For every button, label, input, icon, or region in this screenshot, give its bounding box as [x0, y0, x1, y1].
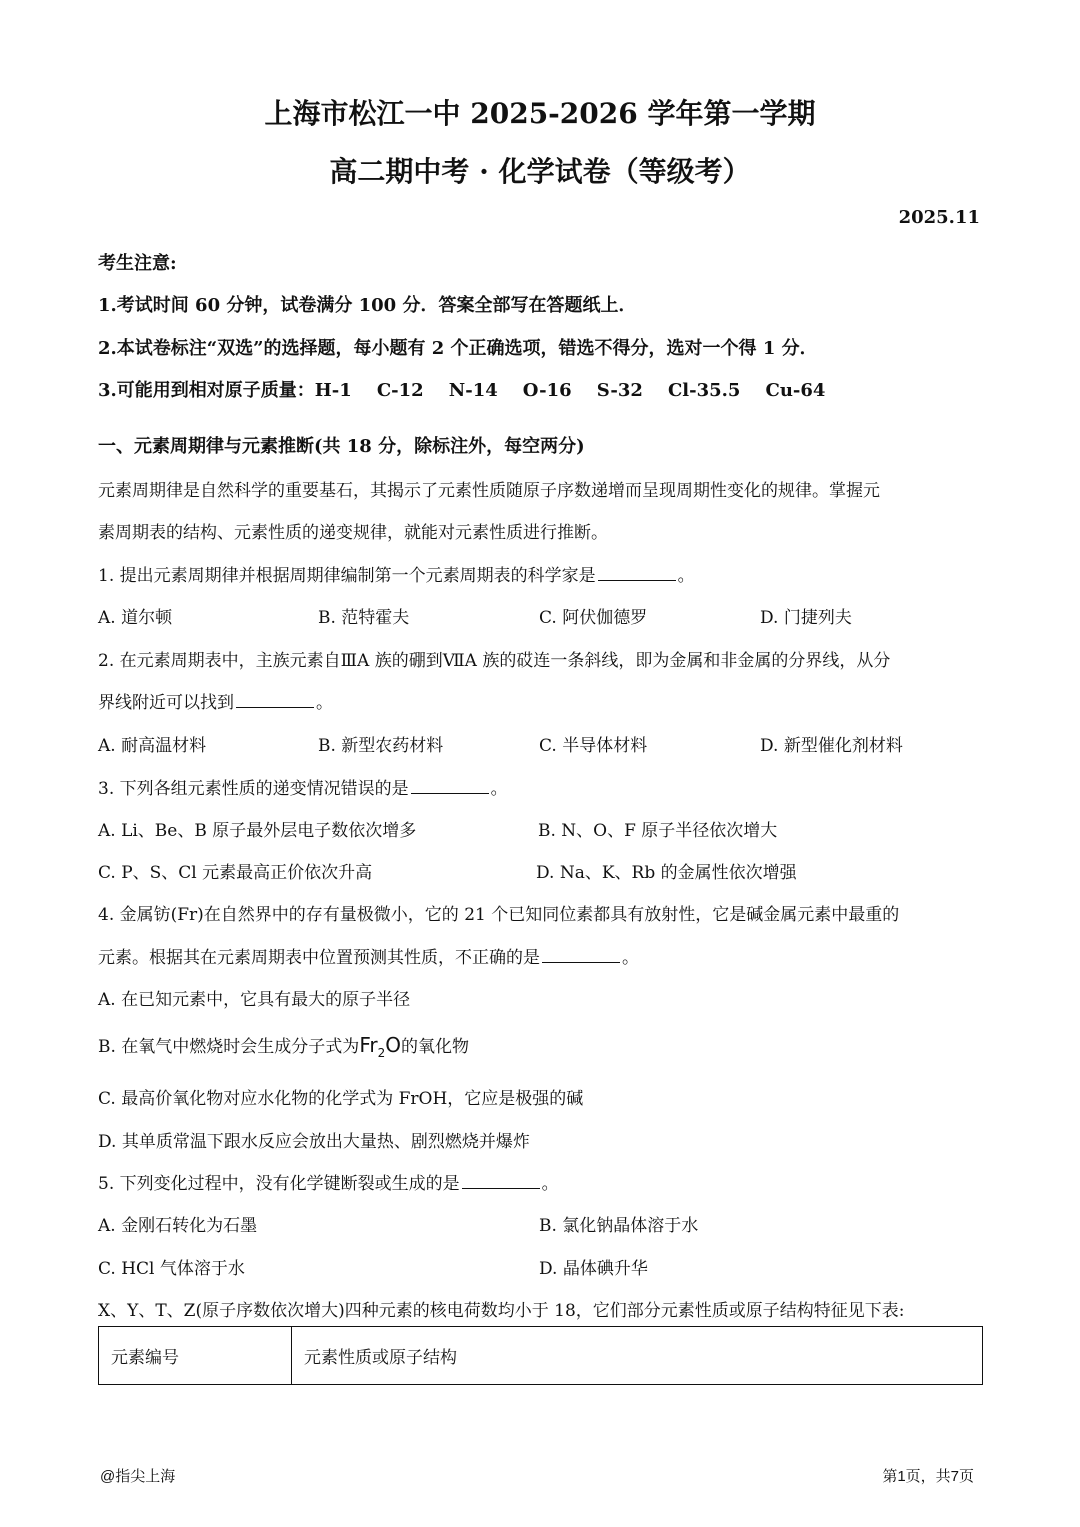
question-1-option: D. 门捷列夫 [760, 608, 852, 628]
notice-item: 1.考试时间 60 分钟，试卷满分 100 分．答案全部写在答题纸上． [98, 295, 637, 316]
notice-heading: 考生注意: [98, 253, 177, 274]
question-2-option: A. 耐高温材料 [98, 736, 207, 756]
question-3-option: C. P、S、Cl 元素最高正价依次升高 [98, 863, 373, 883]
question-2-option: B. 新型农药材料 [318, 736, 444, 756]
table-intro: X、Y、T、Z(原子序数依次增大)四种元素的核电荷数均小于 18，它们部分元素性质或原子结构特征见下表: [98, 1301, 905, 1321]
notice-item: 2.本试卷标注“双选”的选择题，每小题有 2 个正确选项，错选不得分，选对一个得 1 分． [98, 338, 818, 359]
exam-title-line1: 上海市松江一中 2025-2026 学年第一学期 [264, 97, 816, 130]
exam-date: 2025.11 [898, 207, 980, 228]
table-row [99, 1327, 983, 1385]
question-2-option: C. 半导体材料 [539, 736, 648, 756]
question-3-option: D. Na、K、Rb 的金属性依次增强 [536, 863, 797, 883]
question-4-option: A. 在已知元素中，它具有最大的原子半径 [98, 990, 411, 1010]
answer-blank[interactable] [236, 691, 314, 708]
answer-blank[interactable] [542, 946, 620, 963]
question-2-stem: 界线附近可以找到 。 [98, 693, 333, 713]
notice-item: 3.可能用到相对原子质量：H-1 C-12 N-14 O-16 S-32 Cl-35.5 Cu-64 [98, 380, 826, 401]
question-4-option: B. 在氧气中燃烧时会生成分子式为$Fr_2O$的氧化物 [98, 1033, 469, 1060]
question-5-stem: 5. 下列变化过程中，没有化学键断裂或生成的是 。 [98, 1174, 559, 1194]
question-5-option: C. HCl 气体溶于水 [98, 1259, 245, 1279]
answer-blank[interactable] [462, 1172, 540, 1189]
question-4-option: D. 其单质常温下跟水反应会放出大量热、剧烈燃烧并爆炸 [98, 1132, 530, 1152]
question-3-option: B. N、O、F 原子半径依次增大 [538, 821, 778, 841]
question-4-stem: 4. 金属钫(Fr)在自然界中的存有量极微小，它的 21 个已知同位素都具有放射性，它是碱金属元素中最重的 [98, 905, 900, 925]
fr2o-formula: $Fr_2O$ [359, 1033, 401, 1060]
question-3-stem: 3. 下列各组元素性质的递变情况错误的是 。 [98, 779, 508, 799]
section-heading: 一、元素周期律与元素推断(共 18 分，除标注外，每空两分) [98, 436, 585, 457]
table-header-cell: 元素性质或原子结构 [292, 1327, 983, 1385]
question-5-option: A. 金刚石转化为石墨 [98, 1216, 258, 1236]
question-1-option: A. 道尔顿 [98, 608, 173, 628]
question-1-stem: 1. 提出元素周期律并根据周期律编制第一个元素周期表的科学家是 。 [98, 566, 695, 586]
element-properties-table [98, 1326, 983, 1385]
footer-source: @指尖上海 [100, 1468, 176, 1485]
question-3-option: A. Li、Be、B 原子最外层电子数依次增多 [98, 821, 417, 841]
question-5-option: D. 晶体碘升华 [539, 1259, 648, 1279]
question-4-stem: 元素。根据其在元素周期表中位置预测其性质，不正确的是 。 [98, 948, 639, 968]
question-1-option: C. 阿伏伽德罗 [539, 608, 648, 628]
question-4-option: C. 最高价氧化物对应水化物的化学式为 FrOH，它应是极强的碱 [98, 1089, 584, 1109]
exam-title-line2: 高二期中考 · 化学试卷（等级考） [329, 155, 751, 188]
question-1-option: B. 范特霍夫 [318, 608, 410, 628]
answer-blank[interactable] [411, 777, 489, 794]
question-2-stem: 2. 在元素周期表中，主族元素自ⅢA 族的硼到ⅦA 族的砹连一条斜线，即为金属和非金属的分界线，从分 [98, 651, 891, 671]
question-2-option: D. 新型催化剂材料 [760, 736, 903, 756]
answer-blank[interactable] [598, 564, 676, 581]
section-intro-line: 素周期表的结构、元素性质的递变规律，就能对元素性质进行推断。 [98, 523, 608, 543]
page-number: 第1页，共7页 [882, 1468, 974, 1485]
table-header-cell: 元素编号 [99, 1327, 292, 1385]
section-intro-line: 元素周期律是自然科学的重要基石，其揭示了元素性质随原子序数递增而呈现周期性变化的规律。掌握元 [98, 481, 880, 501]
question-5-option: B. 氯化钠晶体溶于水 [539, 1216, 699, 1236]
